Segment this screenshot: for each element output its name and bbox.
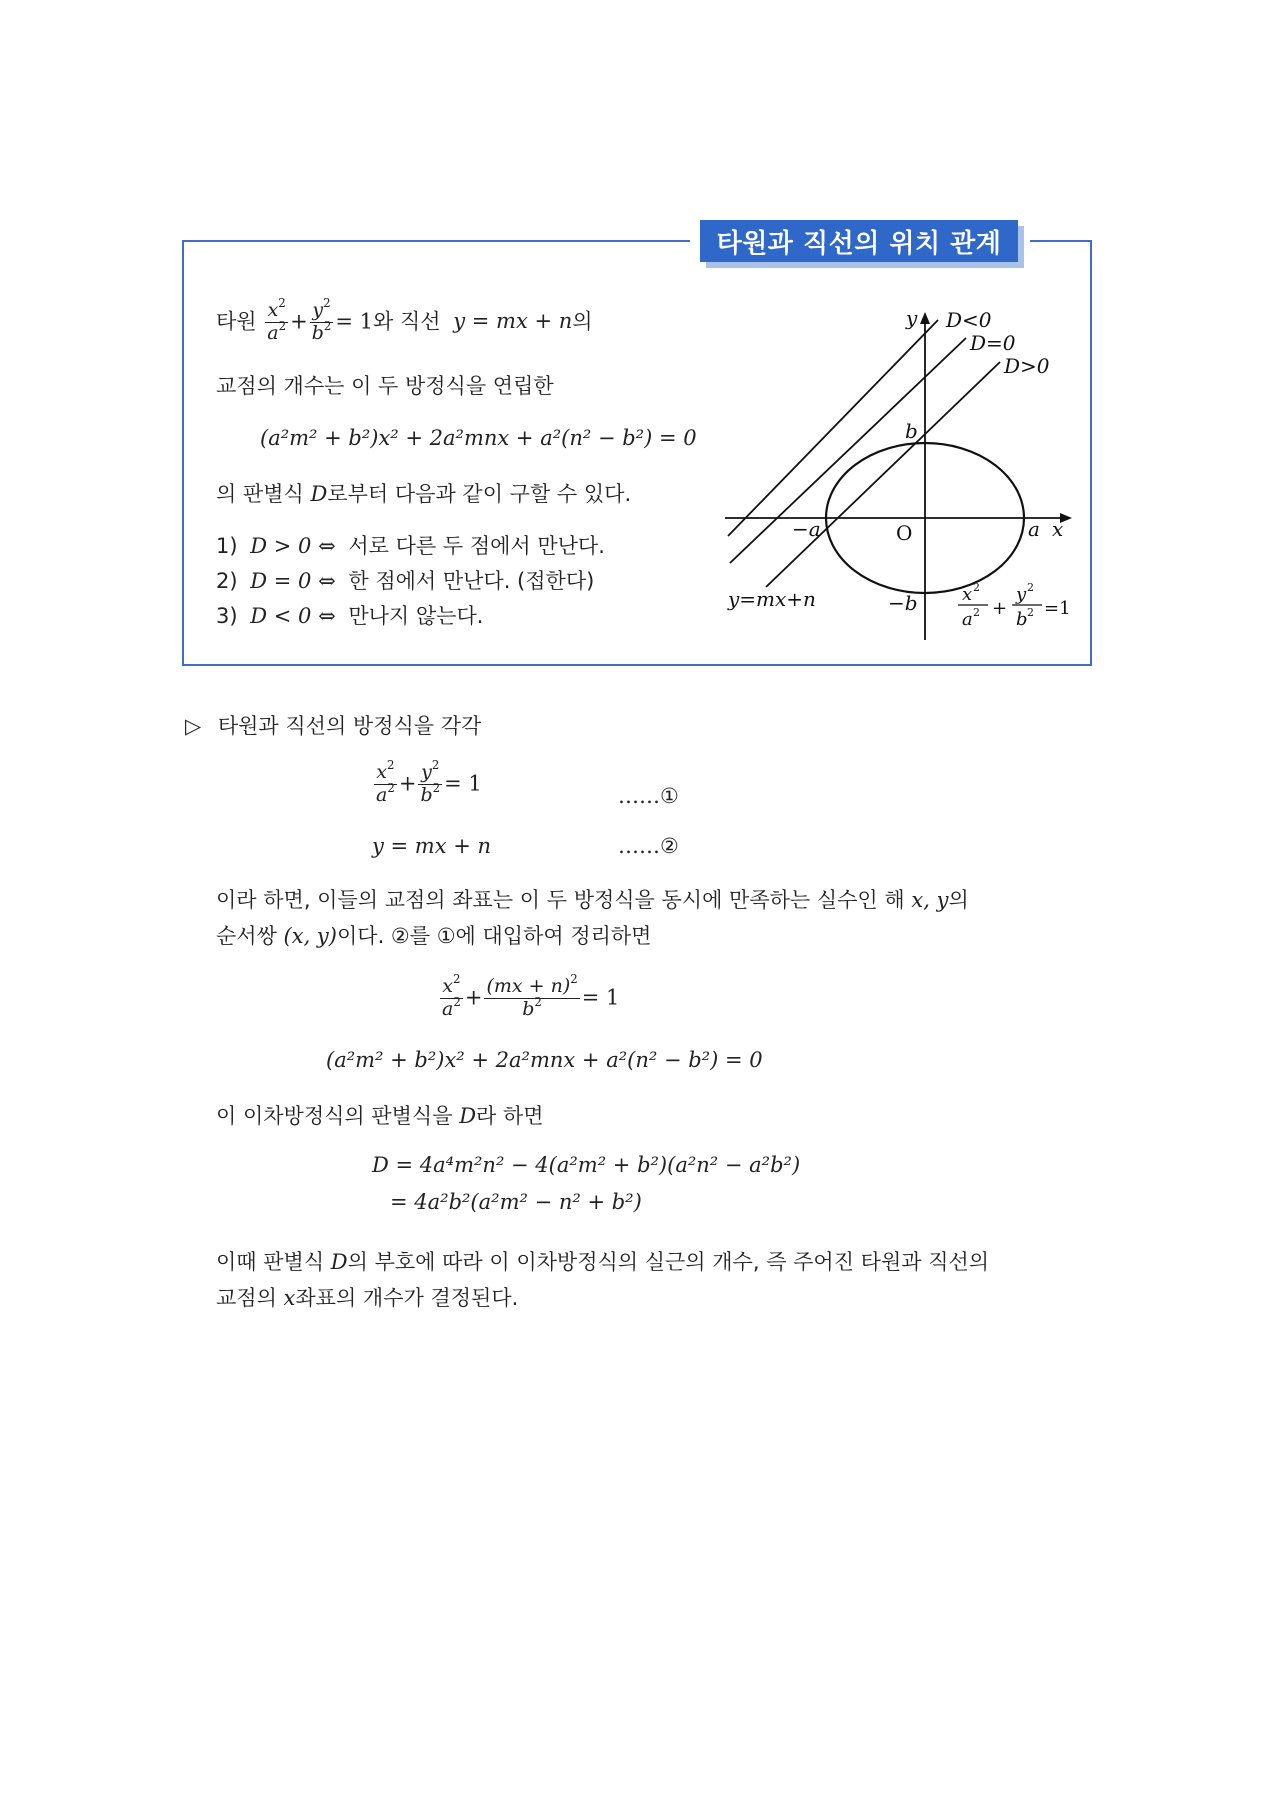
equation-6: = 4a²b²(a²m² − n² + b²) bbox=[390, 1190, 642, 1214]
case-3: 3) D < 0 ⇔ 만나지 않는다. bbox=[216, 604, 484, 628]
paragraph-4: 이때 판별식 D의 부호에 따라 이 이차방정식의 실근의 개수, 즉 주어진 타원과 직선의 bbox=[216, 1250, 990, 1274]
equation-5: D = 4a⁴m²n² − 4(a²m² + b²)(a²n² − a²b²) bbox=[372, 1153, 801, 1177]
label-d-eq-0: D=0 bbox=[970, 331, 1016, 355]
ellipse-x-fraction: $\frac{x^2}{a^2}$ bbox=[267, 296, 287, 344]
line-d-eq-0 bbox=[730, 338, 966, 563]
y-axis-label: y bbox=[906, 306, 918, 330]
intro-line: ▷ 타원과 직선의 방정식을 각각 bbox=[185, 714, 482, 738]
box-main-equation: (a²m² + b²)x² + 2a²mnx + a²(n² − b²) = 0 bbox=[260, 426, 697, 450]
label-d-gt-0: D>0 bbox=[1004, 354, 1050, 378]
triangle-marker-icon: ▷ bbox=[185, 714, 202, 738]
origin-label: O bbox=[896, 521, 913, 545]
ellipse-y-fraction: $\frac{y^2}{b^2}$ bbox=[311, 296, 332, 344]
svg-text:2: 2 bbox=[1027, 581, 1034, 594]
line-label: y=mx+n bbox=[728, 587, 816, 611]
svg-text:y: y bbox=[1016, 584, 1027, 605]
label-neg-b: −b bbox=[888, 591, 918, 615]
equation-4: (a²m² + b²)x² + 2a²mnx + a²(n² − b²) = 0 bbox=[326, 1048, 763, 1072]
x-axis-label: x bbox=[1052, 517, 1064, 541]
svg-text:+: + bbox=[992, 598, 1008, 619]
paragraph-2: 순서쌍 (x, y)이다. ②를 ①에 대입하여 정리하면 bbox=[216, 924, 652, 948]
paragraph-3: 이 이차방정식의 판별식을 D라 하면 bbox=[216, 1104, 544, 1128]
label-neg-a: −a bbox=[792, 517, 821, 541]
label-a: a bbox=[1028, 517, 1040, 541]
svg-text:2: 2 bbox=[1027, 606, 1034, 619]
svg-text:b: b bbox=[1016, 609, 1028, 630]
svg-text:2: 2 bbox=[973, 581, 980, 594]
label-b: b bbox=[905, 419, 918, 443]
svg-text:a: a bbox=[962, 609, 973, 630]
svg-text:=1: =1 bbox=[1044, 598, 1071, 619]
y-axis-arrow-icon bbox=[920, 312, 930, 324]
diagram-ellipse-equation bbox=[958, 581, 1071, 630]
box-title: 타원과 직선의 위치 관계 bbox=[700, 220, 1018, 262]
equation-3: $\frac{x^2}{a^2}$ + $\frac{(mx + n)^2}{b^2}$ = 1 bbox=[442, 972, 620, 1020]
svg-text:2: 2 bbox=[973, 606, 980, 619]
ellipse-line-diagram bbox=[720, 300, 1080, 660]
box-line-4: 의 판별식 D로부터 다음과 같이 구할 수 있다. bbox=[216, 482, 632, 506]
paragraph-5: 교점의 x좌표의 개수가 결정된다. bbox=[216, 1286, 519, 1310]
box-line-1: 타원 $\frac{x^2}{a^2}$ + $\frac{y^2}{b^2}$ = 1와 직선 y = mx + n의 bbox=[216, 296, 593, 344]
paragraph-1: 이라 하면, 이들의 교점의 좌표는 이 두 방정식을 동시에 만족하는 실수인 해 x, y의 bbox=[216, 888, 969, 912]
equation-1-tag: ……① bbox=[618, 784, 679, 808]
equation-1: $\frac{x^2}{a^2}$ + $\frac{y^2}{b^2}$ = 1 bbox=[376, 758, 482, 806]
box-line-2: 교점의 개수는 이 두 방정식을 연립한 bbox=[216, 374, 554, 398]
line-equation: y = mx + n bbox=[453, 309, 573, 334]
case-2: 2) D = 0 ⇔ 한 점에서 만난다. (접한다) bbox=[216, 569, 595, 593]
case-1: 1) D > 0 ⇔ 서로 다른 두 점에서 만난다. bbox=[216, 534, 605, 558]
equation-2-tag: ……② bbox=[618, 834, 679, 858]
line-d-gt-0 bbox=[766, 362, 1000, 587]
equation-2: y = mx + n bbox=[372, 834, 492, 858]
label-d-lt-0: D<0 bbox=[946, 308, 992, 332]
svg-text:x: x bbox=[962, 584, 973, 605]
